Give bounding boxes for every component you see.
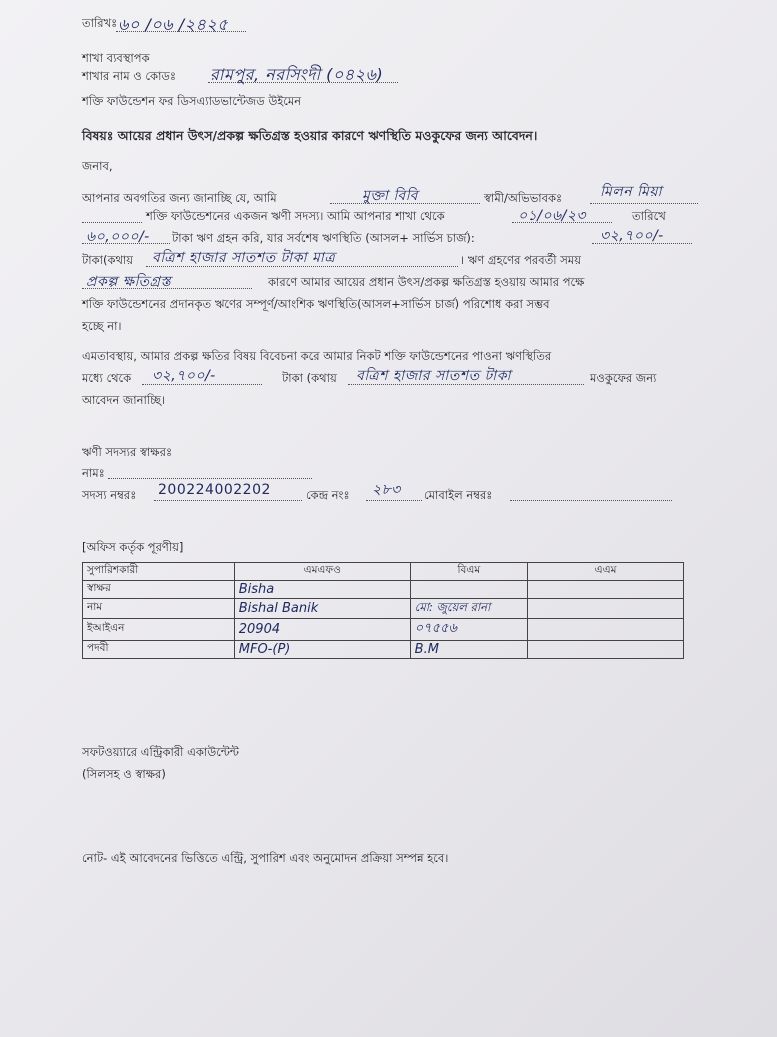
center-no-handwritten: ২৮৩ <box>372 482 401 498</box>
branch-manager-text: শাখা ব্যবস্থাপক <box>82 51 150 65</box>
branch-name-label: শাখার নাম ও কোডঃ <box>82 69 177 83</box>
member-no-label: সদস্য নম্বরঃ <box>82 488 137 502</box>
guardian-underline <box>590 203 698 204</box>
table-row <box>83 599 684 619</box>
loan-date-underline <box>512 222 612 223</box>
row-label-designation: পদবী <box>83 641 235 659</box>
body-line-4a: টাকা(কথায় <box>82 253 134 267</box>
reason-underline <box>82 288 252 289</box>
body-p2-line-2c: মওকুফের জন্য <box>590 371 657 385</box>
waive-words-underline <box>348 384 584 385</box>
loan-date-handwritten: ০১/০৬/২৩ <box>518 208 587 224</box>
member-no-handwritten: 200224002202 <box>158 482 271 498</box>
name-underline <box>108 478 312 479</box>
subject-line: বিষয়ঃ আয়ের প্রধান উৎস/প্রকল্প ক্ষতিগ্রস্ত হওয়ার কারণে ঋণস্থিতি মওকুফের জন্য আবেদন। <box>82 128 538 143</box>
mobile-label: মোবাইল নম্বরঃ <box>424 488 493 502</box>
body-line-1b: স্বামী/অভিভাবকঃ <box>484 191 563 205</box>
balance-words-underline <box>146 266 458 267</box>
col-recommender: সুপারিশকারী <box>83 563 235 581</box>
member-name-handwritten: মুক্তা বিবি <box>362 188 418 204</box>
reason-handwritten: প্রকল্প ক্ষতিগ্রস্ত <box>86 274 172 290</box>
table-row <box>83 581 684 599</box>
branch-name-underline <box>208 82 398 83</box>
mfo-ein: 20904 <box>238 622 281 637</box>
center-no-underline <box>366 500 422 501</box>
body-line-5: কারণে আমার আয়ের প্রধান উৎস/প্রকল্প ক্ষতিগ্রস্ত হওয়ায় আমার পক্ষে <box>268 275 585 289</box>
waive-words-handwritten: বত্রিশ হাজার সাতশত টাকা <box>356 368 512 384</box>
waive-amount-handwritten: ৩২,৭০০/- <box>152 368 216 384</box>
member-no-underline <box>154 500 302 501</box>
mobile-underline <box>510 500 672 501</box>
col-mfo: এমএফও <box>234 563 410 581</box>
row-label-ein: ইআইএন <box>83 619 235 641</box>
branch-name-value: রামপুর, নরসিংদী (০৪২৬) <box>210 65 384 84</box>
office-section-title: [অফিস কর্তৃক পূরণীয়] <box>82 540 184 554</box>
col-bm: বিএম <box>410 563 527 581</box>
bm-designation: B.M <box>414 642 439 657</box>
guardian-handwritten: মিলন মিয়া <box>600 184 663 200</box>
name-label: নামঃ <box>82 466 105 480</box>
footer-note: নোট- এই আবেদনের ভিত্তিতে এন্ট্রি, সুপারিশ এবং অনুমোদন প্রক্রিয়া সম্পন্ন হবে। <box>82 851 449 865</box>
loan-amount-underline <box>82 243 170 244</box>
member-name-underline <box>330 203 480 204</box>
body-p2-line-2b: টাকা (কথায় <box>282 371 337 385</box>
member-signature-label: ঋণী সদস্যর স্বাক্ষরঃ <box>82 445 173 459</box>
balance-underline <box>592 243 692 244</box>
date-value: ৬০ /০৬ /২৪২৫ <box>118 15 229 34</box>
waive-amount-underline <box>142 384 262 385</box>
balance-words-handwritten: বত্রিশ হাজার সাতশত টাকা মাত্র <box>152 250 336 266</box>
col-am: এএম <box>528 563 684 581</box>
organization-name: শক্তি ফাউন্ডেশন ফর ডিসএ্যাডভান্টেজড উইমেন <box>82 94 302 108</box>
body-p2-line-1: এমতাবস্থায়, আমার প্রকল্প ক্ষতির বিষয় বিবেচনা করে আমার নিকট শক্তি ফাউন্ডেশনের পাওনা ঋণস্থিতির <box>82 349 552 363</box>
bm-ein: ০৭৫৫৬ <box>414 621 457 636</box>
table-row <box>83 619 684 641</box>
body-line-6: শক্তি ফাউন্ডেশনের প্রদানকৃত ঋণের সম্পূর্ণ/আংশিক ঋণস্থিতি(আসল+সার্ভিস চার্জ) পরিশোধ করা সম্ভব <box>82 297 550 311</box>
salutation: জনাব, <box>82 159 113 173</box>
body-line-2: শক্তি ফাউন্ডেশনের একজন ঋণী সদস্য। আমি আপনার শাখা থেকে <box>146 209 445 223</box>
date-label: তারিখঃ <box>82 16 118 30</box>
mfo-signature: Bisha <box>238 582 275 597</box>
date-underline <box>116 31 246 32</box>
seal-signature-label: (সিলসহ ও স্বাক্ষর) <box>82 767 166 781</box>
balance-handwritten: ৩২,৭০০/- <box>600 228 664 244</box>
mfo-designation: MFO-(P) <box>238 642 291 657</box>
body-line-7: হচ্ছে না। <box>82 319 122 333</box>
body-line-1a: আপনার অবগতির জন্য জানাচ্ছি যে, আমি <box>82 191 277 205</box>
body-line-2b: তারিখে <box>632 209 666 223</box>
body-p2-line-3: আবেদন জানাচ্ছি। <box>82 393 166 407</box>
body-p2-line-2a: মধ্যে থেকে <box>82 371 132 385</box>
body-line-3: টাকা ঋণ গ্রহন করি, যার সর্বশেষ ঋণস্থিতি (আসল+ সার্ভিস চার্জ): <box>172 231 475 245</box>
bm-name: মো: জুয়েল রানা <box>414 600 491 614</box>
software-entry-label: সফটওয়্যারে এন্ট্রিকারী একাউন্টেন্ট <box>82 745 239 759</box>
table-header-row <box>83 563 684 581</box>
mfo-name: Bishal Banik <box>238 601 319 616</box>
office-table <box>82 562 684 659</box>
row-label-name: নাম <box>83 599 235 619</box>
loan-amount-handwritten: ৬০,০০০/- <box>86 229 150 245</box>
line-2-lead-dots <box>82 222 142 223</box>
center-no-label: কেন্দ্র নংঃ <box>306 488 350 502</box>
body-line-4b: । ঋণ গ্রহণের পরবর্তী সময় <box>460 253 581 267</box>
table-row <box>83 641 684 659</box>
row-label-signature: স্বাক্ষর <box>83 581 235 599</box>
